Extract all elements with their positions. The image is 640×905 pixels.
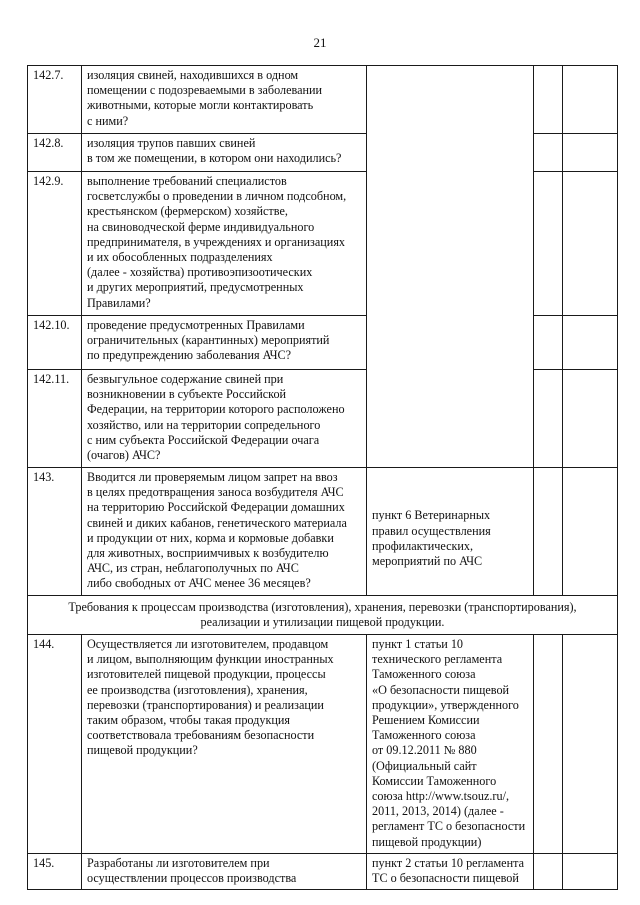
- item-question: безвыгульное содержание свиней при возникновении в субъекте Российской Федерации, на территории которого расположено хозяйство, или на территории сопредельного с ним субъекта Российской Федерации очага (очагов) АЧС?: [82, 370, 367, 468]
- legal-basis-text: пункт 6 Ветеринарных правил осуществления профилактических, мероприятий по АЧС: [372, 508, 491, 569]
- note-cell: [563, 66, 618, 134]
- legal-basis: пункт 1 статьи 10 технического регламента Таможенного союза «О безопасности пищевой продукции», утвержденного Решением Комиссии Таможенного союза от 09.12.2011 № 880 (Официальный сайт Комиссии Таможенного союза http://www.tsouz.ru/, 2011, 2013, 2014) (далее - регламент ТС о безопасности пищевой продукции): [367, 635, 534, 854]
- answer-cell: [534, 853, 563, 889]
- requirements-table: [27, 65, 618, 890]
- item-number: 142.10.: [28, 316, 82, 370]
- note-cell: [563, 172, 618, 316]
- note-cell: [563, 370, 618, 468]
- item-number: 142.7.: [28, 66, 82, 134]
- answer-cell: [534, 316, 563, 370]
- item-number: 142.11.: [28, 370, 82, 468]
- item-question: выполнение требований специалистов госветслужбы о проведении в личном подсобном, крестьянском (фермерском) хозяйстве, на свиноводческой ферме индивидуального предпринимателя, в учреждениях и организациях и их обособленных подразделениях (далее - хозяйства) противоэпизоотических и других мероприятий, предусмотренных Правилами?: [82, 172, 367, 316]
- note-cell: [563, 316, 618, 370]
- table-row: [28, 66, 618, 134]
- answer-cell: [534, 370, 563, 468]
- note-cell: [563, 635, 618, 854]
- item-question: Разработаны ли изготовителем при осуществлении процессов производства: [82, 853, 367, 889]
- item-question: Осуществляется ли изготовителем, продавцом и лицом, выполняющим функции иностранных изготовителей пищевой продукции, процессы ее производства (изготовления), хранения, перевозки (транспортирования) и реализации таким образом, чтобы такая продукция соответствовала требованиям безопасности пищевой продукции?: [82, 635, 367, 854]
- answer-cell: [534, 134, 563, 172]
- item-question: изоляция свиней, находившихся в одном помещении с подозреваемыми в заболевании животными, которые могли контактировать с ними?: [82, 66, 367, 134]
- note-cell: [563, 853, 618, 889]
- answer-cell: [534, 468, 563, 596]
- legal-basis: [367, 468, 534, 596]
- item-question: проведение предусмотренных Правилами ограничительных (карантинных) мероприятий по предупреждению заболевания АЧС?: [82, 316, 367, 370]
- item-question: изоляция трупов павших свиней в том же помещении, в котором они находились?: [82, 134, 367, 172]
- item-number: 142.9.: [28, 172, 82, 316]
- legal-basis: пункт 2 статьи 10 регламента ТС о безопасности пищевой: [367, 853, 534, 889]
- answer-cell: [534, 635, 563, 854]
- table-row: [28, 468, 618, 596]
- table-row: [28, 853, 618, 889]
- answer-cell: [534, 66, 563, 134]
- note-cell: [563, 468, 618, 596]
- page-number: 21: [313, 35, 327, 50]
- legal-basis-empty: [367, 66, 534, 468]
- item-number: 144.: [28, 635, 82, 854]
- item-question: Вводится ли проверяемым лицом запрет на ввоз в целях предотвращения заноса возбудителя АЧС на территорию Российской Федерации домашних свиней и диких кабанов, генетического материала и продукции от них, корма и кормовые добавки для животных, восприимчивых к возбудителю АЧС, из стран, неблагополучных по АЧС либо свободных от АЧС менее 36 месяцев?: [82, 468, 367, 596]
- section-header-row: [28, 595, 618, 634]
- table-row: [28, 635, 618, 854]
- item-number: 145.: [28, 853, 82, 889]
- section-header: Требования к процессам производства (изготовления), хранения, перевозки (транспортирования), реализации и утилизации пищевой продукции.: [28, 595, 618, 634]
- item-number: 142.8.: [28, 134, 82, 172]
- item-number: 143.: [28, 468, 82, 596]
- note-cell: [563, 134, 618, 172]
- answer-cell: [534, 172, 563, 316]
